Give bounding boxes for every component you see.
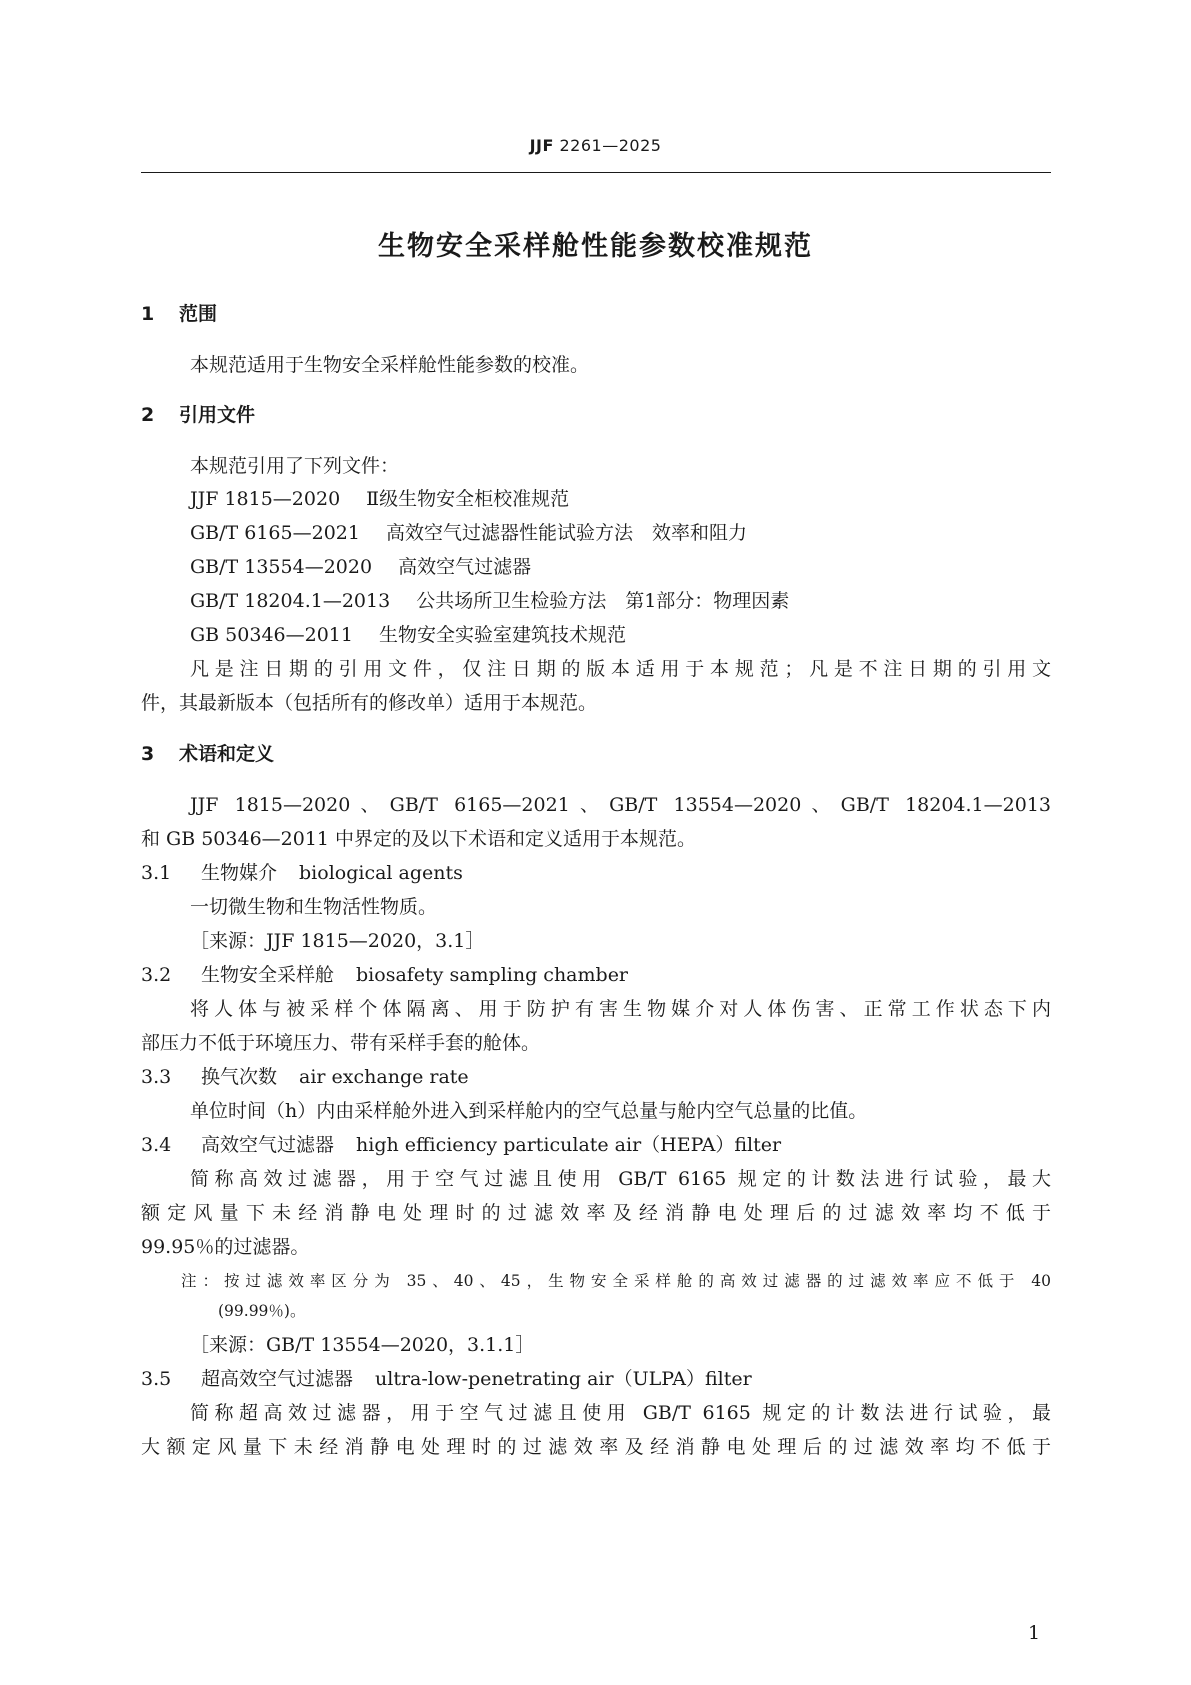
- term-3-5-heading: 3.5 超高效空气过滤器 ultra-low-penetrating air（ULPA）filter: [141, 1368, 752, 1390]
- reference-item: GB/T 18204.1—2013 公共场所卫生检验方法 第1部分：物理因素: [190, 590, 790, 612]
- term-3-1-definition: 一切微生物和生物活性物质。: [190, 896, 438, 918]
- term-3-4-source: ［来源：GB/T 13554—2020，3.1.1］: [190, 1334, 535, 1356]
- section-2-closing-line1: 凡是注日期的引用文件，仅注日期的版本适用于本规范；凡是不注日期的引用文: [190, 658, 1051, 680]
- term-3-1-heading: 3.1 生物媒介 biological agents: [141, 862, 463, 884]
- reference-item: GB/T 6165—2021 高效空气过滤器性能试验方法 效率和阻力: [190, 522, 747, 544]
- page-header-code: JJF 2261—2025: [529, 136, 662, 155]
- section-3-intro-line2: 和 GB 50346—2011 中界定的及以下术语和定义适用于本规范。: [141, 828, 697, 850]
- term-3-5-definition-line2: 大额定风量下未经消静电处理时的过滤效率及经消静电处理后的过滤效率均不低于: [141, 1436, 1051, 1458]
- term-3-4-definition-line1: 简称高效过滤器，用于空气过滤且使用 GB/T 6165 规定的计数法进行试验，最大: [190, 1168, 1051, 1190]
- term-3-4-heading: 3.4 高效空气过滤器 high efficiency particulate air（HEPA）filter: [141, 1134, 782, 1156]
- section-2-closing-line2: 件，其最新版本（包括所有的修改单）适用于本规范。: [141, 692, 598, 714]
- term-3-1-source: ［来源：JJF 1815—2020，3.1］: [190, 930, 485, 952]
- page-number: 1: [1028, 1622, 1041, 1644]
- reference-item: JJF 1815—2020 Ⅱ级生物安全柜校准规范: [190, 488, 570, 510]
- term-3-2-heading: 3.2 生物安全采样舱 biosafety sampling chamber: [141, 964, 629, 986]
- header-rule: [141, 172, 1051, 173]
- document-title: 生物安全采样舱性能参数校准规范: [378, 231, 813, 262]
- term-3-4-note-line2: (99.99％)。: [218, 1302, 306, 1320]
- term-3-4-definition-line2: 额定风量下未经消静电处理时的过滤效率及经消静电处理后的过滤效率均不低于: [141, 1202, 1051, 1224]
- term-3-2-definition-line2: 部压力不低于环境压力、带有采样手套的舱体。: [141, 1032, 541, 1054]
- term-3-4-note-line1: 注：按过滤效率区分为 35、40、45，生物安全采样舱的高效过滤器的过滤效率应不低于 40: [181, 1272, 1051, 1290]
- section-3-intro-line1: JJF 1815—2020、GB/T 6165—2021、GB/T 13554—2020、GB/T 18204.1—2013: [190, 794, 1051, 816]
- section-1-text: 本规范适用于生物安全采样舱性能参数的校准。: [190, 354, 590, 376]
- term-3-2-definition-line1: 将人体与被采样个体隔离、用于防护有害生物媒介对人体伤害、正常工作状态下内: [190, 998, 1051, 1020]
- section-1-heading: 1 范围: [141, 303, 218, 325]
- section-2-heading: 2 引用文件: [141, 404, 256, 426]
- term-3-5-definition-line1: 简称超高效过滤器，用于空气过滤且使用 GB/T 6165 规定的计数法进行试验，最: [190, 1402, 1051, 1424]
- term-3-4-definition-line3: 99.95％的过滤器。: [141, 1236, 310, 1258]
- section-2-intro: 本规范引用了下列文件：: [190, 455, 400, 477]
- term-3-3-definition: 单位时间（h）内由采样舱外进入到采样舱内的空气总量与舱内空气总量的比值。: [190, 1100, 868, 1122]
- section-3-heading: 3 术语和定义: [141, 743, 275, 765]
- reference-item: GB 50346—2011 生物安全实验室建筑技术规范: [190, 624, 626, 646]
- reference-item: GB/T 13554—2020 高效空气过滤器: [190, 556, 532, 578]
- term-3-3-heading: 3.3 换气次数 air exchange rate: [141, 1066, 469, 1088]
